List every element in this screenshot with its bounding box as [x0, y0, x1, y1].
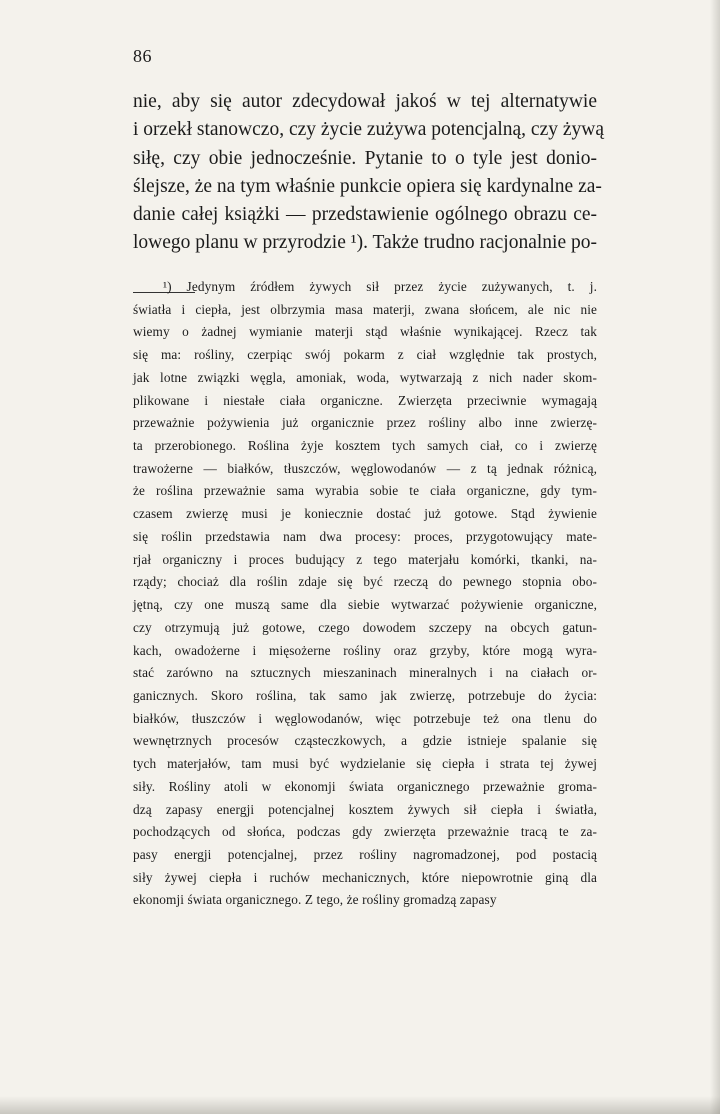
- footnote-line: ekonomji świata organicznego. Z tego, że rośliny gromadzą zapasy: [133, 892, 497, 908]
- page-number: 86: [133, 46, 152, 66]
- footnote-line: czy otrzymują już gotowe, czego dowodem szczepy na obcych gatun-: [133, 619, 597, 635]
- footnote-line: przeważnie pożywienia już organicznie przez rośliny albo inne zwierzę-: [133, 415, 597, 431]
- footnote-line: tych materjałów, tam musi być wydzielanie się ciepła i strata tej żywej: [133, 756, 597, 772]
- footnote-line: pochodzących od słońca, podczas gdy zwierzęta przeważnie tracą te za-: [133, 824, 597, 840]
- footnote-line: rządy; chociaż dla roślin zdaje się być rzeczą do pewnego stopnia obo-: [133, 574, 597, 590]
- footnote-line: że roślina przeważnie sama wyrabia sobie te ciała organiczne, gdy tym-: [133, 483, 597, 499]
- footnote-line: światła i ciepła, jest olbrzymia masa materji, zwana słońcem, ale nic nie: [133, 301, 597, 317]
- footnote-line: stać zarówno na sztucznych mieszaninach mineralnych i na ciałach or-: [133, 665, 597, 681]
- scan-edge-shadow: [710, 0, 720, 1114]
- footnote-line: wiemy o żadnej wymianie materji stąd właśnie wynikającej. Rzecz tak: [133, 324, 597, 340]
- footnote-line: siły żywej ciepła i ruchów mechanicznych, które niepowrotnie giną dla: [133, 869, 597, 885]
- footnote-line: się ma: rośliny, czerpiąc swój pokarm z ciał względnie tak prostych,: [133, 347, 597, 363]
- main-text-line: nie, aby się autor zdecydował jakoś w tej alternatywie: [133, 91, 597, 112]
- footnote-line: ta przerobionego. Roślina żyje kosztem tych samych ciał, co i zwierzę: [133, 438, 597, 454]
- footnote-line: ¹) Jedynym źródłem żywych sił przez życie zużywanych, t. j.: [163, 279, 597, 294]
- main-text-line: i orzekł stanowczo, czy życie zużywa potencjalną, czy żywą: [133, 119, 605, 141]
- footnote-line: trawożerne — białków, tłuszczów, węglowodanów — z tą jednak różnicą,: [133, 460, 597, 476]
- footnote-line: siły. Rośliny atoli w ekonomji świata organicznego przeważnie groma-: [133, 778, 597, 794]
- footnote-line: czasem zwierzę musi je koniecznie dostać już gotowe. Stąd żywienie: [133, 506, 597, 522]
- main-text-line: siłę, czy obie jednocześnie. Pytanie to o tyle jest donio-: [133, 147, 597, 169]
- footnote-line: jak lotne związki węgla, amoniak, woda, wytwarzają z nich nader skom-: [133, 369, 597, 385]
- scan-bottom-shadow: [0, 1096, 720, 1114]
- footnote-line: jętną, czy one muszą same dla siebie wytwarzać pożywienie organiczne,: [133, 597, 597, 613]
- footnote-line: się roślin przedstawia nam dwa procesy: proces, przygotowujący mate-: [133, 528, 597, 544]
- footnote-line: plikowane i niestałe ciała organiczne. Zwierzęta przeciwnie wymagają: [133, 392, 597, 408]
- main-text: [133, 88, 605, 258]
- footnote-line: dzą zapasy energji potencjalnej kosztem żywych sił ciepła i światła,: [133, 801, 597, 817]
- footnote-line: ganicznych. Skoro roślina, tak samo jak zwierzę, potrzebuje do życia:: [133, 687, 597, 703]
- main-text-line: ślejsze, że na tym właśnie punkcie opiera się kardynalne za-: [133, 175, 602, 197]
- footnote-line: pasy energji potencjalnej, przez rośliny nagromadzonej, pod postacią: [133, 846, 597, 862]
- footnote-line: wewnętrznych procesów cząsteczkowych, a gdzie istnieje spalanie się: [133, 733, 597, 749]
- main-text-line: danie całej książki — przedstawienie ogólnego obrazu ce-: [133, 204, 597, 226]
- footnote: [133, 276, 597, 912]
- footnote-line: kach, owadożerne i mięsożerne rośliny oraz grzyby, które mogą wyra-: [133, 642, 597, 658]
- footnote-line: rjał organiczny i proces budujący z tego materjału komórki, tkanki, na-: [133, 551, 597, 567]
- main-text-line: lowego planu w przyrodzie ¹). Także trudno racjonalnie po-: [133, 232, 597, 254]
- footnote-line: białków, tłuszczów i węglowodanów, więc potrzebuje też ona tlenu do: [133, 710, 597, 726]
